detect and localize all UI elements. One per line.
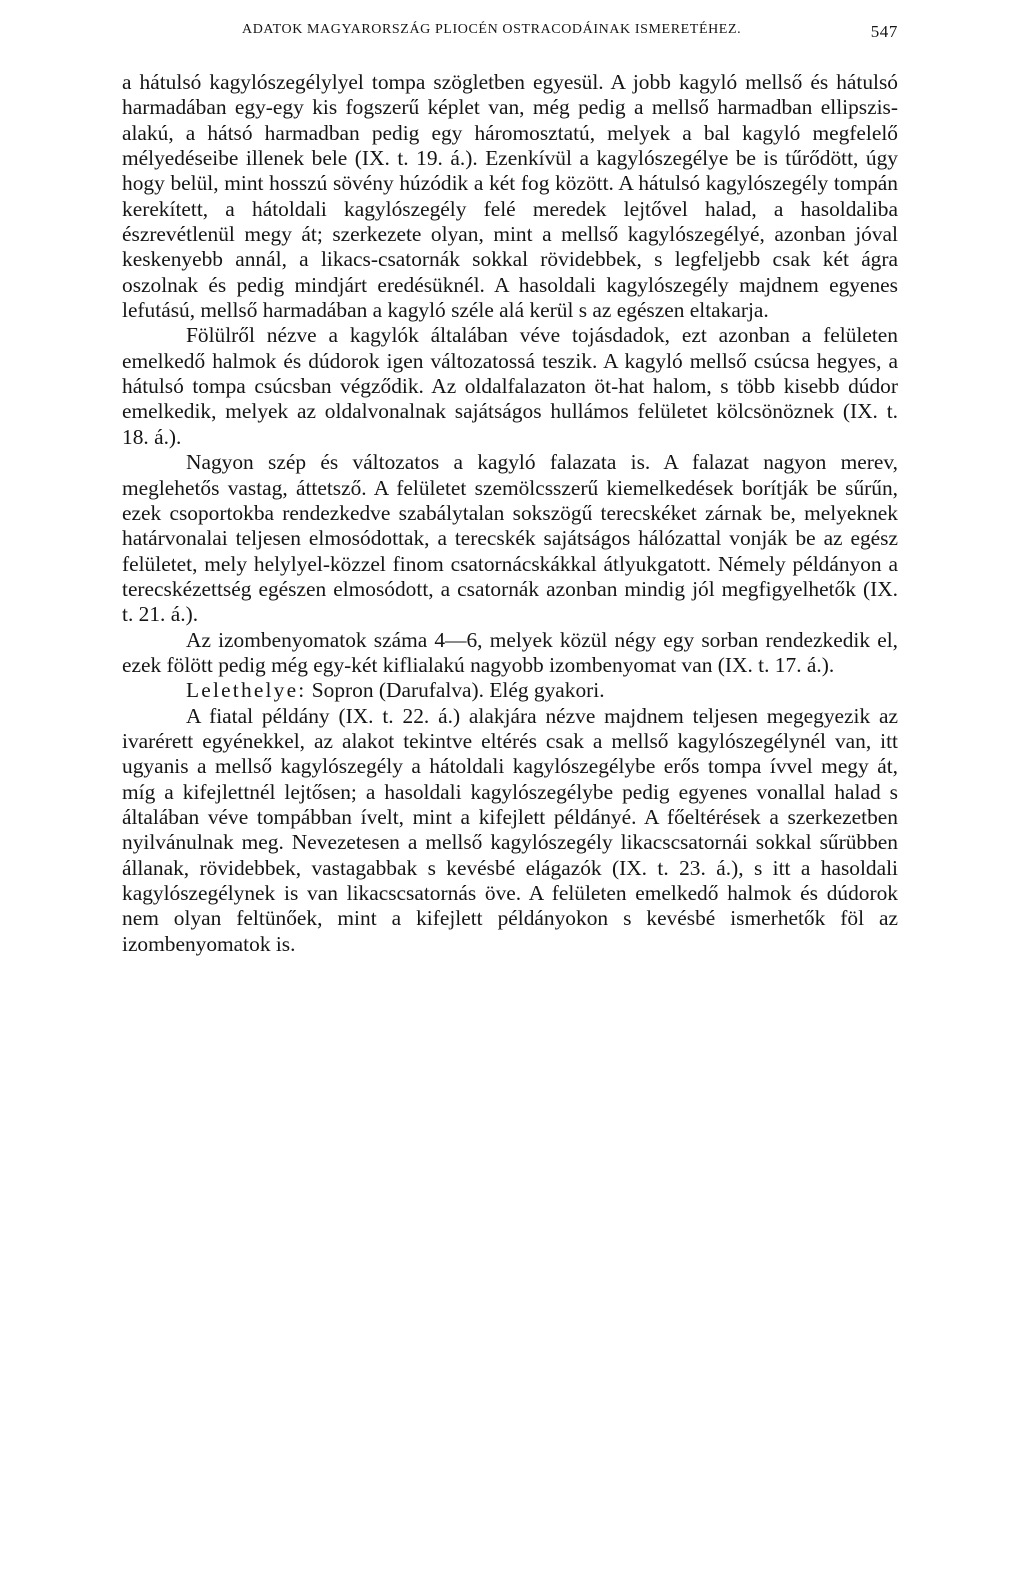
body-text [122,70,898,957]
paragraph-muscle-scars: Az izombenyomatok száma 4—6, melyek közül négy egy sorban rendezkedik el, ezek fölött pedig még egy-két kiflialakú nagyobb izombenyomat van (IX. t. 17. á.). [122,627,898,677]
locality-label: Lelethelye: [186,678,307,703]
locality-text: Sopron (Darufalva). Elég gyakori. [306,678,605,703]
paragraph-shell-wall: Nagyon szép és változatos a kagyló falazata is. A falazat nagyon merev, meglehetős vastag, áttetsző. A felületet szemölcsszerű kiemelkedések borítják be sűrűn, ezek csoportokba rendezkedve szabálytalan sokszögű terecskéket zárnak be, melyeknek határvonalai teljesen elmosódottak, a terecskék sajátságos hálózattal vonják be az egész felületet, mely helylyel-közzel finom csatornácskákkal átlyukgatott. Némely példányon a terecskézettség egészen elmosódott, a csatornák azonban mindig jól megfigyelhetők (IX. t. 21. á.). [122,450,898,627]
page-number: 547 [870,22,898,41]
running-header [122,22,898,46]
paragraph-locality [122,678,898,703]
paragraph-top-view: Fölülről nézve a kagylók általában véve tojásdadok, ezt azonban a felületen emelkedő halmok és dúdorok igen változatossá teszik. A kagyló mellső csúcsa hegyes, a hátulsó tompa csúcsban végződik. Az oldalfalazaton öt-hat halom, s több kisebb dúdor emelkedik, melyek az oldalvonalnak sajátságos hullámos felületet kölcsönöznek (IX. t. 18. á.). [122,323,898,449]
running-title: ADATOK MAGYARORSZÁG PLIOCÉN OSTRACODÁINAK ISMERETÉHEZ. [242,22,742,37]
paragraph-juvenile: A fiatal példány (IX. t. 22. á.) alakjára nézve majdnem teljesen megegyezik az ivarérett egyénekkel, az alakot tekintve eltérés csak a mellső kagylószegélynél van, itt ugyanis a mellső kagylószegély a hátoldali kagylószegélybe erős tompa ívvel megy át, míg a kifejlettnél lejtősen; a hasoldali kagylószegélybe pedig egyenes vonallal halad s általában véve tompábban ívelt, mint a kifejlett példányé. A főeltérések a szerkezetben nyilvánulnak meg. Nevezetesen a mellső kagylószegély likacscsatornái sokkal sűrübben állanak, rövidebbek, vastagabbak s kevésbé elágazók (IX. t. 23. á.), s itt a hasoldali kagylószegélynek is van likacscsatornás öve. A felületen emelkedő halmok és dúdorok nem olyan feltünőek, mint a kifejlett példányokon s kevésbé ismerhetők föl az izombenyomatok is. [122,703,898,956]
paragraph-continuation: a hátulsó kagylószegélylyel tompa szögletben egyesül. A jobb kagyló mellső és hátulsó harmadában egy-egy kis fogszerű képlet van, még pedig a mellső harmadban ellipszis-alakú, a hátsó harmadban pedig egy háromosztatú, melyek a bal kagyló megfelelő mélyedéseibe illenek bele (IX. t. 19. á.). Ezenkívül a kagylószegélye be is tűrődött, úgy hogy belül, mint hosszú sövény húzódik a két fog között. A hátulsó kagylószegély tompán kerekített, a hátoldali kagylószegély felé meredek lejtővel halad, a hasoldaliba észrevétlenül megy át; szerkezete olyan, mint a mellső kagylószegélyé, azonban jóval keskenyebb annál, a likacs-csatornák sokkal rövidebbek, s legfeljebb csak két ágra oszolnak és pedig mindjárt eredésüknél. A hasoldali kagylószegély majdnem egyenes lefutású, mellső harmadában a kagyló széle alá kerül s az egészen eltakarja. [122,70,898,323]
